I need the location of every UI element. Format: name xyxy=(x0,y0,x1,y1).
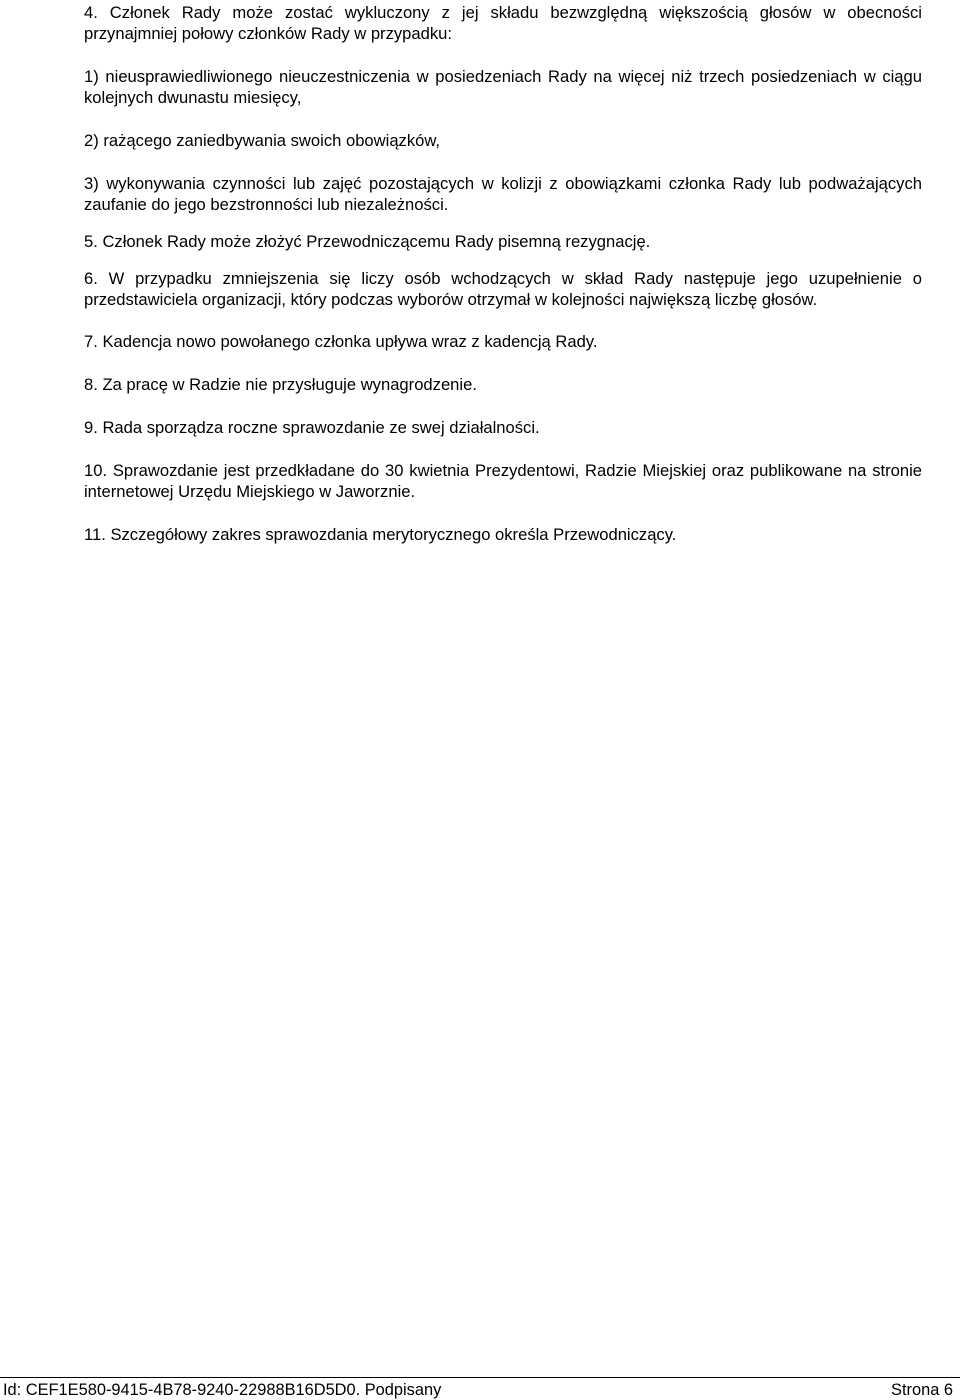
paragraph-4-point-2: 2) rażącego zaniedbywania swoich obowiązków, xyxy=(84,131,441,150)
document-body xyxy=(84,2,922,567)
paragraph-4-point-3: 3) wykonywania czynności lub zajęć pozostających w kolizji z obowiązkami członka Rady lub podważających zaufanie do jego bezstronności lub niezależności. xyxy=(84,174,922,214)
document-id: Id: CEF1E580-9415-4B78-9240-22988B16D5D0. Podpisany xyxy=(3,1381,442,1399)
paragraph-11-report-scope: 11. Szczegółowy zakres sprawozdania merytorycznego określa Przewodniczący. xyxy=(84,525,677,544)
paragraph-8-remuneration: 8. Za pracę w Radzie nie przysługuje wynagrodzenie. xyxy=(84,375,477,394)
page-number: Strona 6 xyxy=(891,1381,953,1399)
paragraph-7-term: 7. Kadencja nowo powołanego członka upływa wraz z kadencją Rady. xyxy=(84,332,598,351)
page-footer xyxy=(0,1377,960,1399)
paragraph-4-point-1: 1) nieusprawiedliwionego nieuczestniczenia w posiedzeniach Rady na więcej niż trzech posiedzeniach w ciągu kolejnych dwunastu miesięcy, xyxy=(84,67,922,107)
paragraph-9-annual-report: 9. Rada sporządza roczne sprawozdanie ze swej działalności. xyxy=(84,418,540,437)
paragraph-4-exclusion: 4. Członek Rady może zostać wykluczony z jej składu bezwzględną większością głosów w obecności przynajmniej połowy członków Rady w przypadku: xyxy=(84,3,922,43)
paragraph-6-replacement: 6. W przypadku zmniejszenia się liczy osób wchodzących w skład Rady następuje jego uzupełnienie o przedstawiciela organizacji, który podczas wyborów otrzymał w kolejności największą liczbę głosów. xyxy=(84,269,922,309)
paragraph-10-report-submission: 10. Sprawozdanie jest przedkładane do 30 kwietnia Prezydentowi, Radzie Miejskiej oraz publikowane na stronie internetowej Urzędu Miejskiego w Jaworznie. xyxy=(84,461,922,501)
paragraph-5-resignation: 5. Członek Rady może złożyć Przewodniczącemu Rady pisemną rezygnację. xyxy=(84,232,651,251)
